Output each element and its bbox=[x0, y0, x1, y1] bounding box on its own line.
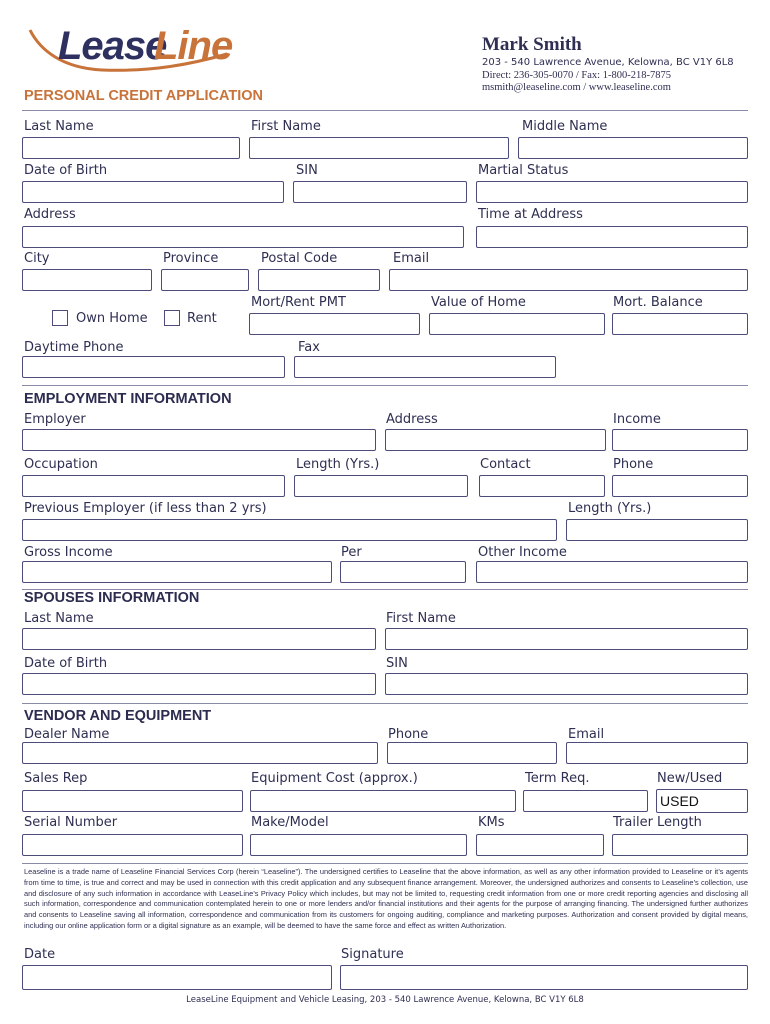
contact-address: 203 - 540 Lawrence Avenue, Kelowna, BC V1Y 6L8 bbox=[482, 57, 734, 68]
occupation-label: Occupation bbox=[24, 457, 98, 472]
employer-address-field[interactable] bbox=[385, 429, 606, 451]
marital-status-label: Martial Status bbox=[478, 163, 569, 178]
dealer-name-label: Dealer Name bbox=[24, 727, 110, 742]
last-name-field[interactable] bbox=[22, 137, 240, 159]
fax-field[interactable] bbox=[294, 356, 556, 378]
per-field[interactable] bbox=[340, 561, 466, 583]
income-field[interactable] bbox=[612, 429, 748, 451]
trailer-length-field[interactable] bbox=[612, 834, 748, 856]
spouse-sin-field[interactable] bbox=[385, 673, 748, 695]
rent-label: Rent bbox=[187, 311, 217, 326]
sales-rep-field[interactable] bbox=[22, 790, 243, 812]
city-label: City bbox=[24, 251, 50, 266]
make-model-field[interactable] bbox=[250, 834, 467, 856]
gross-income-label: Gross Income bbox=[24, 545, 113, 560]
contact-phones: Direct: 236-305-0070 / Fax: 1-800-218-7875 bbox=[482, 70, 671, 81]
serial-number-label: Serial Number bbox=[24, 815, 118, 830]
spouse-dob-field[interactable] bbox=[22, 673, 376, 695]
disclaimer-text: Leaseline is a trade name of Leaseline Financial Services Corp (herein “Leaseline”). The undersigned certifies to Leaseline that the above information, as well as any other information provided to Leaseline or it’s agents from time to time, is true and correct and may be used in connection with this credit application and any subsequent finance arrangement. Moreover, the undersigned authorizes and consents to Leaseline’s collection, use and disclosure of any such information in accordance with LeaseLine’s Privacy Policy which includes, but may not be limited to, requesting credit information from one or more credit reporting agencies and disclosing all such information, correspondence and communication contemplated herein to one or more lenders and/or financial institutions and their agents for the purpose of arranging financing. The undersigned further authorizes and consents to Leaseline saving all information, correspondence and communication from its customers for ongoing auditing, compliance and marketing purposes. Authorization and consent provided by digital means, including our online application form or a digital signature as an example, will be deemed to have the same force and effect as written Authorization. bbox=[24, 867, 748, 930]
form-title: PERSONAL CREDIT APPLICATION bbox=[24, 88, 263, 104]
previous-length-label: Length (Yrs.) bbox=[568, 501, 652, 516]
employer-phone-label: Phone bbox=[613, 457, 654, 472]
contact-web: msmith@leaseline.com / www.leaseline.com bbox=[482, 82, 671, 93]
equipment-cost-field[interactable] bbox=[250, 790, 516, 812]
daytime-phone-field[interactable] bbox=[22, 356, 285, 378]
previous-employer-field[interactable] bbox=[22, 519, 557, 541]
equipment-cost-label: Equipment Cost (approx.) bbox=[251, 771, 418, 786]
dealer-name-field[interactable] bbox=[22, 742, 378, 764]
first-name-field[interactable] bbox=[249, 137, 509, 159]
dealer-email-field[interactable] bbox=[566, 742, 748, 764]
employment-divider bbox=[22, 385, 748, 386]
previous-length-field[interactable] bbox=[566, 519, 748, 541]
dealer-email-label: Email bbox=[568, 727, 605, 742]
contact-field[interactable] bbox=[479, 475, 605, 497]
sin-label: SIN bbox=[296, 163, 318, 178]
length-yrs-field[interactable] bbox=[294, 475, 468, 497]
mort-rent-pmt-label: Mort/Rent PMT bbox=[251, 295, 346, 310]
sales-rep-label: Sales Rep bbox=[24, 771, 88, 786]
other-income-field[interactable] bbox=[476, 561, 748, 583]
employer-address-label: Address bbox=[386, 412, 438, 427]
middle-name-label: Middle Name bbox=[522, 119, 608, 134]
postal-code-field[interactable] bbox=[258, 269, 380, 291]
value-of-home-field[interactable] bbox=[429, 313, 605, 335]
rent-checkbox[interactable] bbox=[164, 310, 180, 326]
employer-label: Employer bbox=[24, 412, 86, 427]
address-label: Address bbox=[24, 207, 76, 222]
trailer-length-label: Trailer Length bbox=[613, 815, 702, 830]
previous-employer-label: Previous Employer (if less than 2 yrs) bbox=[24, 501, 267, 516]
per-label: Per bbox=[341, 545, 362, 560]
province-label: Province bbox=[163, 251, 219, 266]
make-model-label: Make/Model bbox=[251, 815, 329, 830]
daytime-phone-label: Daytime Phone bbox=[24, 340, 124, 355]
logo-text-line: Line bbox=[154, 24, 233, 68]
sin-field[interactable] bbox=[293, 181, 467, 203]
logo-text-lease: Lease bbox=[58, 24, 167, 68]
dealer-phone-label: Phone bbox=[388, 727, 429, 742]
gross-income-field[interactable] bbox=[22, 561, 332, 583]
mort-balance-field[interactable] bbox=[612, 313, 748, 335]
date-label: Date bbox=[24, 947, 56, 962]
disclaimer-divider bbox=[22, 863, 748, 864]
spouse-first-name-field[interactable] bbox=[385, 628, 748, 650]
dob-field[interactable] bbox=[22, 181, 284, 203]
spouse-sin-label: SIN bbox=[386, 656, 408, 671]
address-field[interactable] bbox=[22, 226, 464, 248]
income-label: Income bbox=[613, 412, 661, 427]
marital-status-field[interactable] bbox=[476, 181, 748, 203]
city-field[interactable] bbox=[22, 269, 152, 291]
occupation-field[interactable] bbox=[22, 475, 285, 497]
kms-field[interactable] bbox=[476, 834, 604, 856]
own-home-checkbox[interactable] bbox=[52, 310, 68, 326]
new-used-label: New/Used bbox=[657, 771, 723, 786]
term-req-label: Term Req. bbox=[525, 771, 590, 786]
leaseline-logo bbox=[22, 20, 242, 80]
postal-code-label: Postal Code bbox=[261, 251, 338, 266]
dealer-phone-field[interactable] bbox=[387, 742, 557, 764]
title-divider bbox=[22, 110, 748, 111]
first-name-label: First Name bbox=[251, 119, 321, 134]
employer-field[interactable] bbox=[22, 429, 376, 451]
new-used-field[interactable]: USED bbox=[656, 789, 748, 813]
spouse-dob-label: Date of Birth bbox=[24, 656, 108, 671]
time-at-address-label: Time at Address bbox=[478, 207, 583, 222]
time-at-address-field[interactable] bbox=[476, 226, 748, 248]
signature-field[interactable] bbox=[340, 965, 748, 990]
spouse-last-name-field[interactable] bbox=[22, 628, 376, 650]
mort-balance-label: Mort. Balance bbox=[613, 295, 703, 310]
dob-label: Date of Birth bbox=[24, 163, 108, 178]
date-field[interactable] bbox=[22, 965, 332, 990]
spouse-last-name-label: Last Name bbox=[24, 611, 94, 626]
value-of-home-label: Value of Home bbox=[431, 295, 526, 310]
other-income-label: Other Income bbox=[478, 545, 567, 560]
spouse-section-title: SPOUSES INFORMATION bbox=[24, 590, 200, 606]
vendor-section-title: VENDOR AND EQUIPMENT bbox=[24, 708, 212, 724]
email-field[interactable] bbox=[389, 269, 748, 291]
own-home-label: Own Home bbox=[76, 311, 148, 326]
middle-name-field[interactable] bbox=[518, 137, 748, 159]
vendor-divider bbox=[22, 703, 748, 704]
signature-label: Signature bbox=[341, 947, 404, 962]
term-req-field[interactable] bbox=[523, 790, 648, 812]
footer-text: LeaseLine Equipment and Vehicle Leasing, 203 - 540 Lawrence Avenue, Kelowna, BC V1Y 6L8 bbox=[186, 995, 584, 1005]
province-field[interactable] bbox=[161, 269, 249, 291]
mort-rent-pmt-field[interactable] bbox=[249, 313, 420, 335]
employer-phone-field[interactable] bbox=[612, 475, 748, 497]
spouse-first-name-label: First Name bbox=[386, 611, 456, 626]
last-name-label: Last Name bbox=[24, 119, 94, 134]
employment-section-title: EMPLOYMENT INFORMATION bbox=[24, 391, 232, 407]
length-yrs-label: Length (Yrs.) bbox=[296, 457, 380, 472]
kms-label: KMs bbox=[478, 815, 505, 830]
serial-number-field[interactable] bbox=[22, 834, 243, 856]
email-label: Email bbox=[393, 251, 430, 266]
contact-name: Mark Smith bbox=[482, 34, 582, 55]
fax-label: Fax bbox=[298, 340, 320, 355]
contact-label: Contact bbox=[480, 457, 531, 472]
